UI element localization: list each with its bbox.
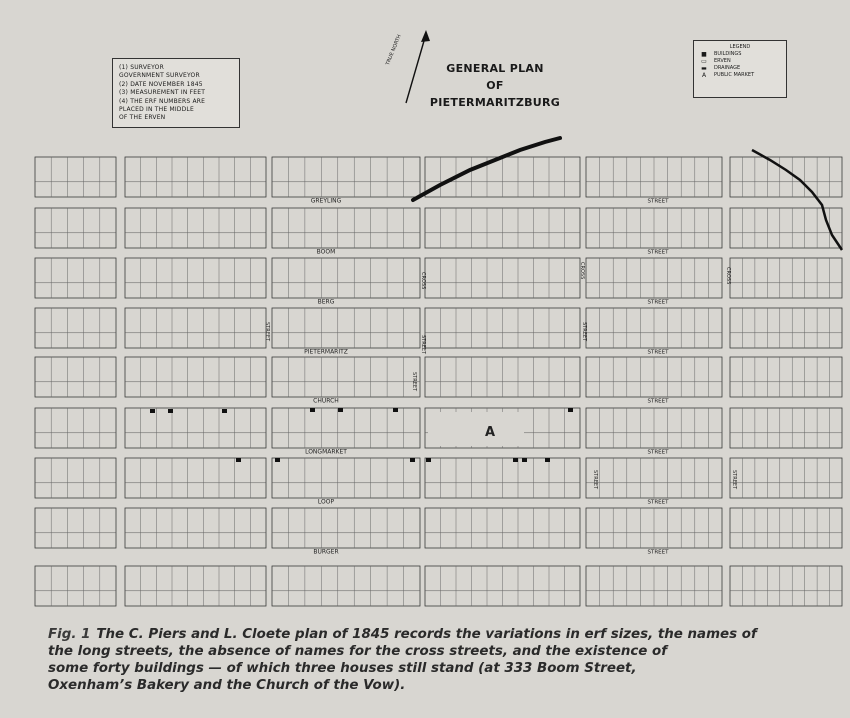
- note-line: (3) MEASUREMENT IN FEET: [119, 89, 206, 97]
- market-square: [428, 412, 524, 446]
- building-marker: [236, 458, 241, 462]
- erf-block: [730, 408, 842, 448]
- erf-block: [730, 508, 842, 548]
- caption-text: The C. Piers and L. Cloete plan of 1845 records the variations in erf sizes, the names of: [96, 627, 757, 642]
- legend-box: [693, 40, 787, 98]
- map-title: [420, 60, 570, 111]
- building-marker: [275, 458, 280, 462]
- erf-block: [272, 566, 420, 606]
- legend-item: [699, 72, 781, 79]
- street-name: STREET: [647, 349, 669, 356]
- figure-caption: [48, 626, 818, 694]
- building-marker: [338, 408, 343, 412]
- cross-street-label: STREET: [581, 322, 587, 342]
- erf-block: [35, 566, 116, 606]
- erf-block: [35, 357, 116, 397]
- legend-item-label: BUILDINGS: [714, 51, 742, 57]
- building-marker: [522, 458, 527, 462]
- erf-block: [272, 458, 420, 498]
- street-name: LOOP: [317, 498, 335, 506]
- erf-block: [125, 357, 266, 397]
- building-marker: [393, 408, 398, 412]
- note-line: (4) THE ERF NUMBERS ARE: [119, 97, 206, 105]
- cross-street-label: STREET: [264, 322, 270, 342]
- erf-block: [730, 308, 842, 348]
- erf-block: [272, 508, 420, 548]
- erf-block: [35, 258, 116, 298]
- north-arrowhead-icon: [421, 30, 430, 42]
- cross-street-label: STREET: [420, 335, 426, 355]
- erf-block: [730, 357, 842, 397]
- erf-block: [35, 208, 116, 248]
- street-name: BERG: [317, 298, 335, 306]
- erf-block: [35, 408, 116, 448]
- erf-block: [125, 258, 266, 298]
- erf-block: [35, 458, 116, 498]
- street-name: CHURCH: [313, 397, 339, 405]
- erf-block: [125, 408, 266, 448]
- drainage-line: [413, 138, 560, 200]
- erf-block: [272, 157, 420, 197]
- cross-street-label: CROSS: [420, 272, 426, 290]
- map-title-line-1: GENERAL PLAN: [446, 62, 544, 75]
- river-line: [752, 150, 842, 250]
- street-name: STREET: [647, 398, 669, 405]
- street-name: STREET: [647, 449, 669, 456]
- erf-block: [272, 308, 420, 348]
- building-marker: [426, 458, 431, 462]
- legend-item-label: ERVEN: [714, 58, 731, 64]
- cross-street-label: CROSS: [579, 262, 585, 280]
- erf-block: [272, 258, 420, 298]
- cross-street-label: CROSS: [725, 267, 731, 285]
- legend-item: [699, 65, 781, 72]
- note-line: GOVERNMENT SURVEYOR: [119, 72, 200, 80]
- erf-block: [730, 157, 842, 197]
- legend-heading: LEGEND: [729, 44, 751, 50]
- caption-line: [48, 626, 818, 643]
- building-marker: [150, 409, 155, 413]
- street-name: STREET: [647, 549, 669, 556]
- map-title-line-2: OF: [486, 79, 504, 92]
- cross-street-label: STREET: [411, 372, 417, 392]
- building-marker: [545, 458, 550, 462]
- caption-line: Oxenham’s Bakery and the Church of the Vow).: [48, 678, 406, 693]
- note-line: PLACED IN THE MIDDLE: [119, 106, 194, 114]
- legend-item: [699, 58, 781, 65]
- building-marker: [310, 408, 315, 412]
- true-north-label: TRUE NORTH: [385, 33, 403, 67]
- erf-block: [125, 308, 266, 348]
- cross-street-label: STREET: [592, 470, 598, 490]
- caption-line: the long streets, the absence of names for the cross streets, and the existence of: [48, 644, 668, 659]
- caption-line: some forty buildings — of which three houses still stand (at 333 Boom Street,: [48, 661, 637, 676]
- drainage-symbol-icon: ▬: [701, 65, 707, 72]
- erf-block: [272, 208, 420, 248]
- street-name: BOOM: [316, 248, 336, 256]
- note-line: (1) SURVEYOR: [119, 64, 164, 71]
- street-name: STREET: [647, 299, 669, 306]
- erf-block: [272, 408, 420, 448]
- erf-block: [730, 458, 842, 498]
- street-name: LONGMARKET: [305, 448, 347, 456]
- map-title-line-3: PIETERMARITZBURG: [429, 96, 561, 109]
- erf-block: [125, 458, 266, 498]
- street-name: PIETERMARITZ: [304, 348, 348, 356]
- street-name: BURGER: [313, 548, 339, 556]
- erf-block: [35, 508, 116, 548]
- erf-block: [35, 308, 116, 348]
- erf-block: [125, 508, 266, 548]
- figure-number: Fig. 1: [48, 627, 91, 642]
- building-marker: [513, 458, 518, 462]
- street-name: STREET: [647, 198, 669, 205]
- note-line: OF THE ERVEN: [119, 114, 166, 122]
- legend-item-label: DRAINAGE: [714, 65, 741, 71]
- market-symbol-icon: A: [701, 72, 707, 79]
- erf-block: [125, 208, 266, 248]
- market-label: A: [484, 425, 496, 440]
- building-marker: [568, 408, 573, 412]
- legend-item: [699, 51, 781, 58]
- cross-street-label: STREET: [731, 470, 737, 490]
- building-marker: [410, 458, 415, 462]
- erf-block: [35, 157, 116, 197]
- street-name: STREET: [647, 249, 669, 256]
- street-name: STREET: [647, 499, 669, 506]
- erf-block: [125, 566, 266, 606]
- erven-symbol-icon: ▭: [701, 58, 707, 65]
- building-marker: [168, 409, 173, 413]
- street-name: GREYLING: [310, 197, 342, 205]
- erf-block: [730, 566, 842, 606]
- erf-block: [272, 357, 420, 397]
- note-line: (2) DATE NOVEMBER 1845: [119, 80, 203, 88]
- erf-block: [125, 157, 266, 197]
- survey-notes-box: [112, 58, 240, 128]
- legend-item-label: PUBLIC MARKET: [714, 72, 755, 78]
- buildings-symbol-icon: ■: [701, 51, 707, 58]
- building-marker: [222, 409, 227, 413]
- erf-block: [730, 258, 842, 298]
